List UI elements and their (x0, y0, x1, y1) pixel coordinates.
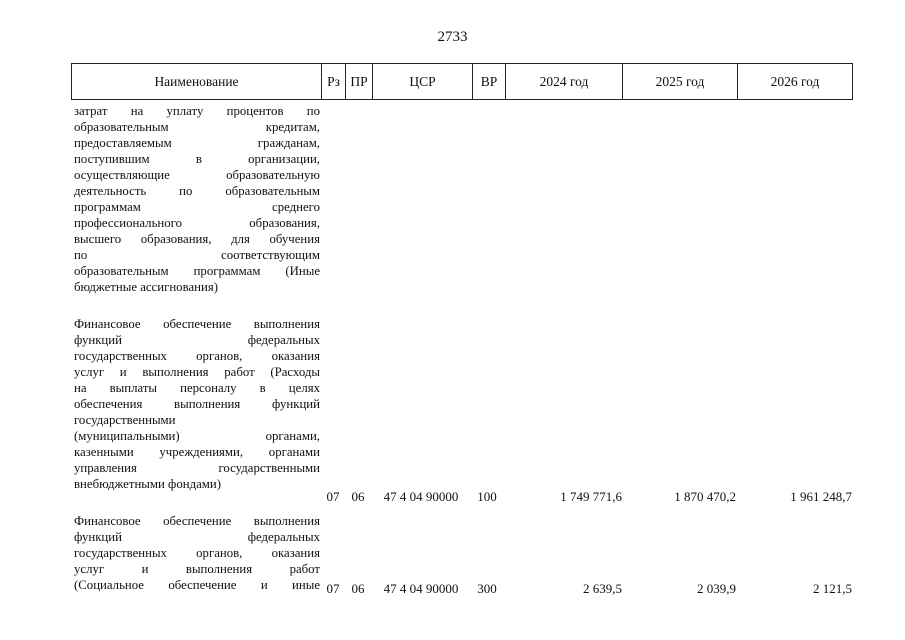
description-line: услуг и выполнения работ (74, 562, 320, 576)
header-2024: 2024 год (505, 64, 622, 99)
description-line: высшего образования, для обучения (74, 232, 320, 246)
description-line: государственных органов, оказания (74, 546, 320, 560)
cell-pr: 06 (351, 489, 365, 504)
description-line: программам среднего (74, 200, 320, 214)
description-line: затрат на уплату процентов по (74, 104, 320, 118)
cell-2025: 2 039,9 (697, 581, 736, 596)
description-line: бюджетные ассигнования) (74, 280, 218, 294)
header-pr: ПР (345, 64, 372, 99)
header-2026: 2026 год (737, 64, 852, 99)
description-line: (Социальное обеспечение и иные (74, 578, 320, 592)
description-line: внебюджетными фондами) (74, 477, 221, 491)
header-2025: 2025 год (622, 64, 737, 99)
description-line: государственными (74, 413, 176, 427)
table-row-description (74, 103, 320, 295)
description-line: деятельность по образовательным (74, 184, 320, 198)
description-line: функций федеральных (74, 333, 320, 347)
page-number: 2733 (437, 29, 468, 45)
cell-csr: 47 4 04 90000 (383, 581, 459, 596)
description-line: обеспечения выполнения функций (74, 397, 320, 411)
description-line: предоставляемым гражданам, (74, 136, 320, 150)
cell-2024: 1 749 771,6 (560, 489, 622, 504)
cell-vr: 100 (477, 489, 497, 504)
cell-vr: 300 (477, 581, 497, 596)
description-line: образовательным программам (Иные (74, 264, 320, 278)
description-line: Финансовое обеспечение выполнения (74, 317, 320, 331)
description-line: на выплаты персоналу в целях (74, 381, 320, 395)
cell-rz: 07 (326, 489, 340, 504)
cell-rz: 07 (326, 581, 340, 596)
description-line: осуществляющие образовательную (74, 168, 320, 182)
header-csr: ЦСР (372, 64, 472, 99)
description-line: профессионального образования, (74, 216, 320, 230)
description-line: Финансовое обеспечение выполнения (74, 514, 320, 528)
header-rz: Рз (321, 64, 345, 99)
cell-2025: 1 870 470,2 (674, 489, 736, 504)
description-line: (муниципальными) органами, (74, 429, 320, 443)
description-line: функций федеральных (74, 530, 320, 544)
cell-2026: 2 121,5 (813, 581, 852, 596)
cell-csr: 47 4 04 90000 (383, 489, 459, 504)
table-row-description (74, 316, 320, 492)
header-name: Наименование (154, 74, 239, 89)
description-line: поступившим в организации, (74, 152, 320, 166)
cell-pr: 06 (351, 581, 365, 596)
description-line: образовательным кредитам, (74, 120, 320, 134)
cell-2024: 2 639,5 (583, 581, 622, 596)
description-line: услуг и выполнения работ (Расходы (74, 365, 320, 379)
description-line: казенными учреждениями, органами (74, 445, 320, 459)
cell-2026: 1 961 248,7 (790, 489, 852, 504)
description-line: по соответствующим (74, 248, 320, 262)
table-header (71, 63, 853, 100)
description-line: государственных органов, оказания (74, 349, 320, 363)
header-vr: ВР (472, 64, 505, 99)
table-row-description (74, 513, 320, 593)
description-line: управления государственными (74, 461, 320, 475)
